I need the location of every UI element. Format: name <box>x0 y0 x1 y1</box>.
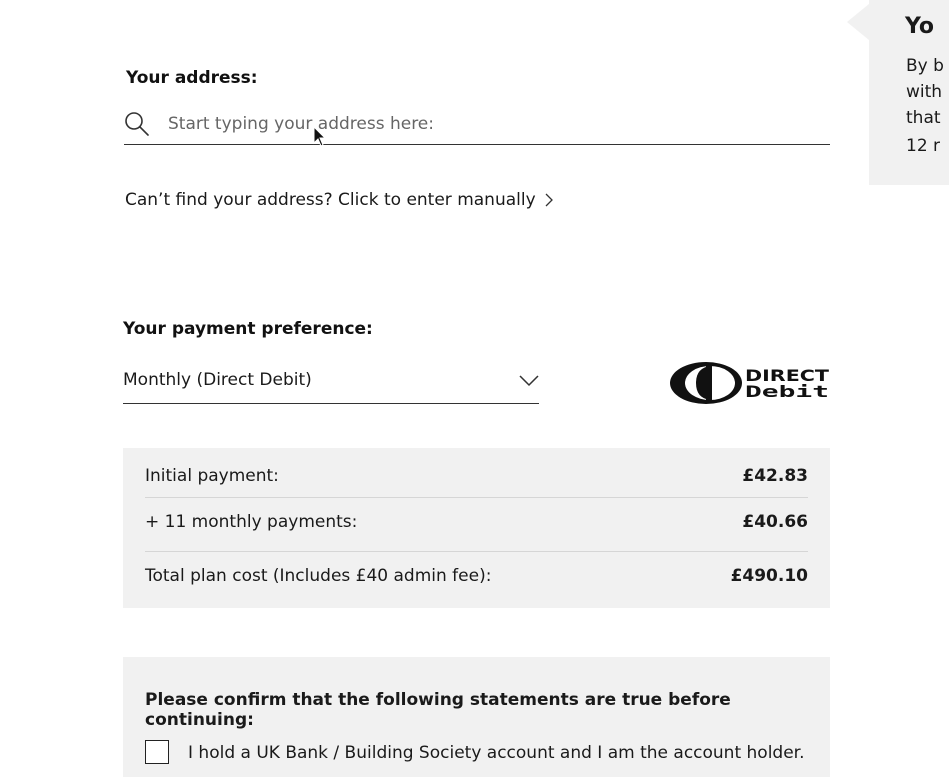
manual-link-label: Can’t find your address? Click to enter manually <box>125 190 536 210</box>
divider <box>145 497 808 498</box>
side-panel-line: 12 r <box>906 136 941 156</box>
summary-label: Initial payment: <box>145 466 279 486</box>
divider <box>145 551 808 552</box>
confirm-title: Please confirm that the following statements are true before continuing: <box>145 690 731 730</box>
direct-debit-logo <box>669 360 831 406</box>
bank-account-holder-checkbox[interactable] <box>145 740 169 764</box>
confirm-statements-box <box>123 657 830 777</box>
side-panel-line: that <box>906 108 941 128</box>
summary-row-total <box>145 562 808 590</box>
side-info-panel <box>869 0 949 185</box>
summary-value: £40.66 <box>742 512 808 532</box>
direct-debit-logo-text-bottom: Debit <box>745 382 829 401</box>
bank-account-holder-statement: I hold a UK Bank / Building Society account and I am the account holder. <box>188 743 805 763</box>
chevron-right-icon <box>544 193 554 207</box>
side-panel-pointer <box>847 4 869 40</box>
mouse-cursor-icon <box>313 126 327 148</box>
summary-value: £490.10 <box>730 566 808 586</box>
summary-label: + 11 monthly payments: <box>145 512 358 532</box>
side-panel-line: By b <box>906 56 944 76</box>
side-panel-line: with <box>906 82 943 102</box>
payment-preference-value: Monthly (Direct Debit) <box>123 370 312 390</box>
address-label: Your address: <box>126 68 258 88</box>
summary-label: Total plan cost (Includes £40 admin fee): <box>145 566 492 586</box>
direct-debit-logo-text-top: DIRECT <box>745 366 830 385</box>
search-icon <box>124 111 150 137</box>
payment-preference-label: Your payment preference: <box>123 319 373 339</box>
summary-value: £42.83 <box>742 466 808 486</box>
payment-preference-select[interactable] <box>123 364 539 404</box>
enter-address-manually-link[interactable] <box>125 190 554 210</box>
side-panel-title: Yo <box>905 14 935 39</box>
summary-row-monthly <box>145 508 808 536</box>
payment-summary-box <box>123 448 830 608</box>
address-input[interactable] <box>168 110 808 138</box>
chevron-down-icon <box>519 374 539 388</box>
address-search-field[interactable] <box>124 106 830 145</box>
summary-row-initial <box>145 462 808 490</box>
